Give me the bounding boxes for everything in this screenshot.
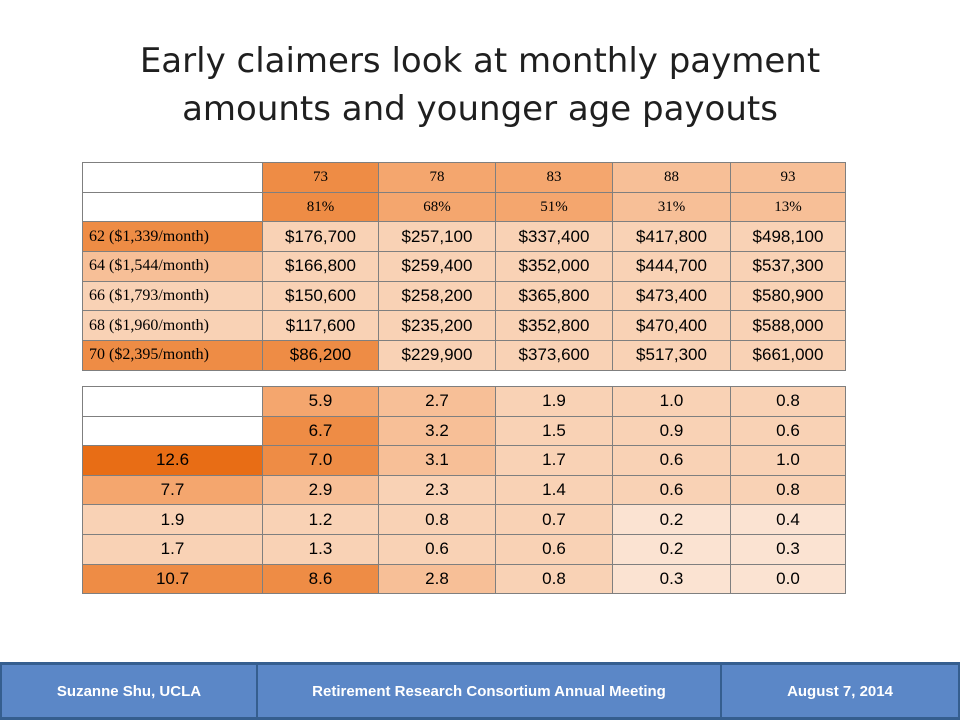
payout-cell: $352,000 [496,252,613,282]
table-row [83,311,846,341]
table-row [83,475,846,505]
value-cell: 0.6 [731,416,846,446]
header-percent-cell: 68% [379,192,496,222]
value-cell: 0.3 [613,564,731,594]
payout-cell: $580,900 [731,281,846,311]
empty-header-cell [83,192,263,222]
value-cell: 2.3 [379,475,496,505]
value-cell: 0.6 [379,534,496,564]
row-label-cell [83,416,263,446]
payout-cell: $176,700 [263,222,379,252]
value-cell: 0.8 [731,475,846,505]
footer-author: Suzanne Shu, UCLA [2,665,256,717]
row-label-cell: 10.7 [83,564,263,594]
table-row [83,446,846,476]
table-row [83,252,846,282]
table-row [83,222,846,252]
value-cell: 0.6 [496,534,613,564]
value-cell: 6.7 [263,416,379,446]
payout-cell: $470,400 [613,311,731,341]
payout-cell: $337,400 [496,222,613,252]
table-row [83,505,846,535]
footer-date: August 7, 2014 [722,665,958,717]
row-label-cell [83,387,263,417]
payout-cell: $498,100 [731,222,846,252]
header-percent-cell: 81% [263,192,379,222]
payout-cell: $235,200 [379,311,496,341]
header-age-cell: 78 [379,163,496,193]
payout-cell: $166,800 [263,252,379,282]
table-row [83,534,846,564]
value-cell: 1.2 [263,505,379,535]
claim-age-label: 70 ($2,395/month) [83,341,263,371]
value-cell: 3.2 [379,416,496,446]
payout-cell: $259,400 [379,252,496,282]
header-percent-cell: 51% [496,192,613,222]
header-percent-cell: 31% [613,192,731,222]
count-table [82,386,846,594]
value-cell: 5.9 [263,387,379,417]
payout-cell: $229,900 [379,341,496,371]
footer-bar [0,662,960,720]
payout-cell: $588,000 [731,311,846,341]
value-cell: 1.5 [496,416,613,446]
slide-title-line-1: Early claimers look at monthly payment [139,41,821,81]
claim-age-label: 66 ($1,793/month) [83,281,263,311]
footer-event: Retirement Research Consortium Annual Meeting [258,665,720,717]
value-cell: 0.4 [731,505,846,535]
value-cell: 7.0 [263,446,379,476]
value-cell: 2.7 [379,387,496,417]
payout-cell: $373,600 [496,341,613,371]
table-row [83,416,846,446]
value-cell: 1.0 [613,387,731,417]
header-age-cell: 93 [731,163,846,193]
payout-cell: $352,800 [496,311,613,341]
value-cell: 0.0 [731,564,846,594]
value-cell: 1.0 [731,446,846,476]
slide-title-line-2: amounts and younger age payouts [182,89,778,129]
row-label-cell: 7.7 [83,475,263,505]
table-row [83,281,846,311]
value-cell: 1.4 [496,475,613,505]
value-cell: 1.9 [496,387,613,417]
value-cell: 0.6 [613,475,731,505]
claim-age-label: 62 ($1,339/month) [83,222,263,252]
payout-cell: $257,100 [379,222,496,252]
value-cell: 0.9 [613,416,731,446]
value-cell: 1.3 [263,534,379,564]
table-row [83,387,846,417]
value-cell: 0.3 [731,534,846,564]
payout-cell: $537,300 [731,252,846,282]
payout-cell: $258,200 [379,281,496,311]
header-age-cell: 83 [496,163,613,193]
value-cell: 0.6 [613,446,731,476]
header-row-ages [83,163,846,193]
value-cell: 2.8 [379,564,496,594]
row-label-cell: 12.6 [83,446,263,476]
value-cell: 2.9 [263,475,379,505]
header-age-cell: 88 [613,163,731,193]
value-cell: 0.2 [613,505,731,535]
value-cell: 0.8 [496,564,613,594]
payout-cell: $444,700 [613,252,731,282]
value-cell: 0.7 [496,505,613,535]
payout-cell: $86,200 [263,341,379,371]
payout-cell: $417,800 [613,222,731,252]
payout-cell: $473,400 [613,281,731,311]
row-label-cell: 1.9 [83,505,263,535]
payout-cell: $150,600 [263,281,379,311]
payout-cell: $517,300 [613,341,731,371]
header-age-cell: 73 [263,163,379,193]
value-cell: 0.8 [731,387,846,417]
slide-title [60,37,900,133]
payout-cell: $661,000 [731,341,846,371]
row-label-cell: 1.7 [83,534,263,564]
value-cell: 0.8 [379,505,496,535]
payout-cell: $117,600 [263,311,379,341]
value-cell: 8.6 [263,564,379,594]
claim-age-label: 68 ($1,960/month) [83,311,263,341]
value-cell: 3.1 [379,446,496,476]
payout-table [82,162,846,371]
empty-header-cell [83,163,263,193]
table-row [83,341,846,371]
value-cell: 1.7 [496,446,613,476]
table-row [83,564,846,594]
claim-age-label: 64 ($1,544/month) [83,252,263,282]
value-cell: 0.2 [613,534,731,564]
payout-cell: $365,800 [496,281,613,311]
header-percent-cell: 13% [731,192,846,222]
header-row-percents [83,192,846,222]
